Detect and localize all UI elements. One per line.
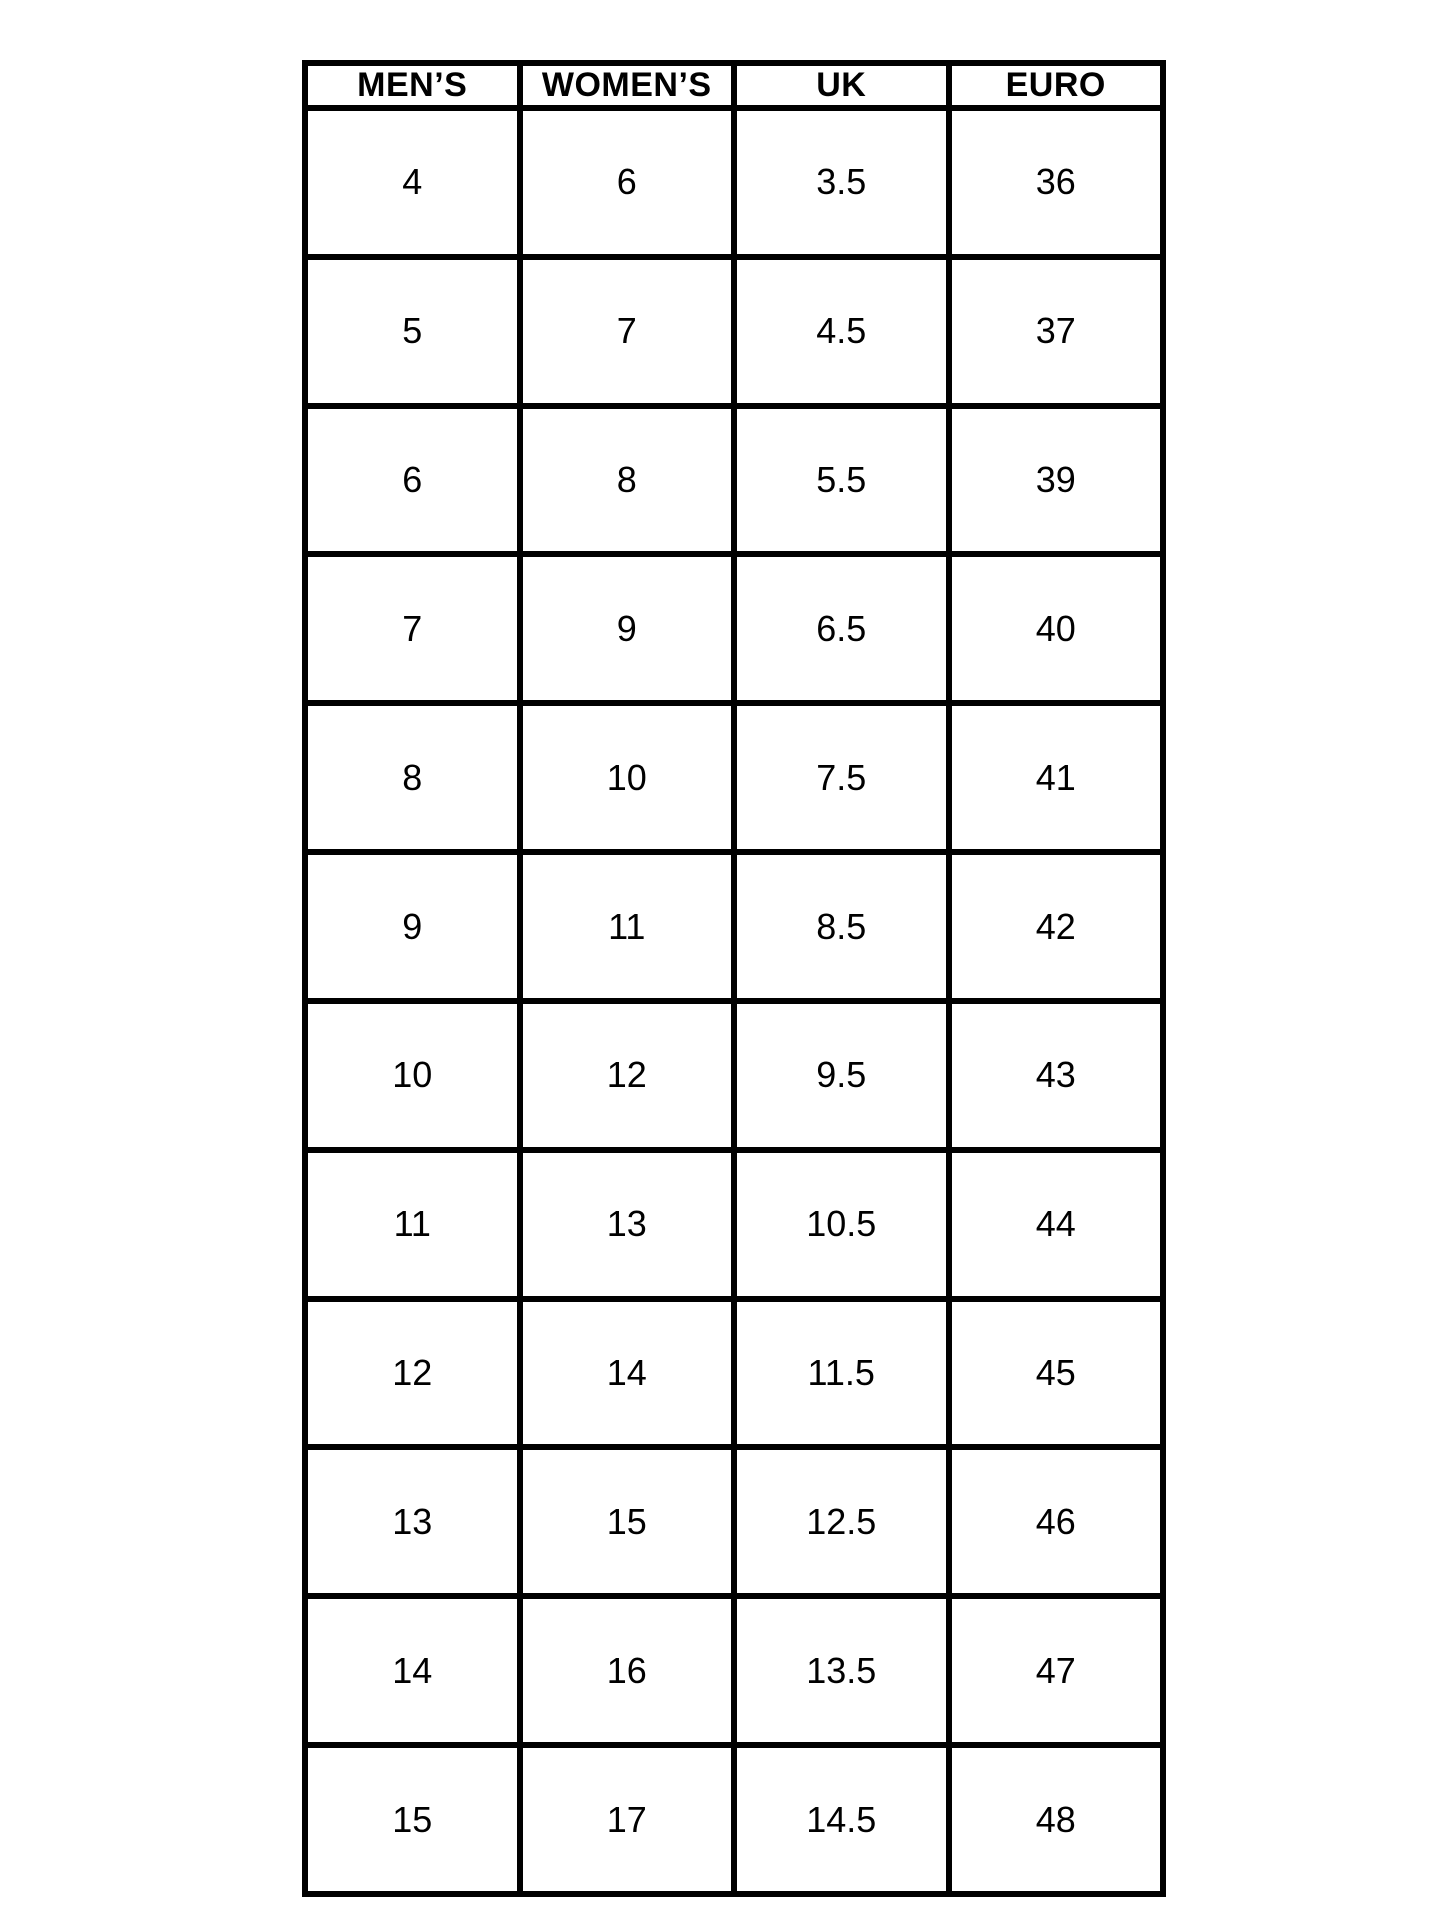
cell-euro: 44 (949, 1150, 1164, 1299)
table-row (305, 1150, 1163, 1299)
cell-womens: 10 (520, 703, 735, 852)
table-row (305, 1001, 1163, 1150)
cell-mens: 14 (305, 1596, 520, 1745)
cell-womens: 7 (520, 257, 735, 406)
cell-mens: 10 (305, 1001, 520, 1150)
header-mens: MEN’S (305, 63, 520, 108)
table-row (305, 1745, 1163, 1894)
cell-euro: 41 (949, 703, 1164, 852)
cell-uk: 9.5 (734, 1001, 949, 1150)
cell-uk: 7.5 (734, 703, 949, 852)
cell-uk: 3.5 (734, 108, 949, 257)
cell-womens: 14 (520, 1299, 735, 1448)
cell-mens: 4 (305, 108, 520, 257)
cell-womens: 15 (520, 1447, 735, 1596)
cell-mens: 11 (305, 1150, 520, 1299)
table-row (305, 703, 1163, 852)
cell-euro: 36 (949, 108, 1164, 257)
cell-mens: 5 (305, 257, 520, 406)
cell-mens: 7 (305, 554, 520, 703)
table-row (305, 852, 1163, 1001)
cell-euro: 46 (949, 1447, 1164, 1596)
cell-womens: 9 (520, 554, 735, 703)
cell-womens: 13 (520, 1150, 735, 1299)
cell-euro: 47 (949, 1596, 1164, 1745)
cell-mens: 12 (305, 1299, 520, 1448)
cell-uk: 6.5 (734, 554, 949, 703)
header-row (305, 63, 1163, 108)
header-womens: WOMEN’S (520, 63, 735, 108)
cell-uk: 14.5 (734, 1745, 949, 1894)
cell-womens: 11 (520, 852, 735, 1001)
cell-euro: 43 (949, 1001, 1164, 1150)
cell-womens: 17 (520, 1745, 735, 1894)
cell-womens: 8 (520, 406, 735, 555)
table-row (305, 257, 1163, 406)
table-header (305, 63, 1163, 108)
cell-mens: 15 (305, 1745, 520, 1894)
cell-uk: 5.5 (734, 406, 949, 555)
table-row (305, 406, 1163, 555)
table-row (305, 108, 1163, 257)
cell-mens: 6 (305, 406, 520, 555)
cell-euro: 48 (949, 1745, 1164, 1894)
cell-mens: 8 (305, 703, 520, 852)
table-row (305, 1447, 1163, 1596)
header-euro: EURO (949, 63, 1164, 108)
cell-womens: 12 (520, 1001, 735, 1150)
table-row (305, 1596, 1163, 1745)
cell-euro: 37 (949, 257, 1164, 406)
cell-uk: 8.5 (734, 852, 949, 1001)
table-row (305, 1299, 1163, 1448)
cell-uk: 4.5 (734, 257, 949, 406)
cell-euro: 40 (949, 554, 1164, 703)
cell-uk: 12.5 (734, 1447, 949, 1596)
header-uk: UK (734, 63, 949, 108)
cell-uk: 13.5 (734, 1596, 949, 1745)
cell-uk: 11.5 (734, 1299, 949, 1448)
cell-euro: 45 (949, 1299, 1164, 1448)
table-body (305, 108, 1163, 1894)
cell-euro: 39 (949, 406, 1164, 555)
cell-womens: 6 (520, 108, 735, 257)
size-chart-table (302, 60, 1166, 1897)
cell-mens: 13 (305, 1447, 520, 1596)
cell-uk: 10.5 (734, 1150, 949, 1299)
table-row (305, 554, 1163, 703)
cell-womens: 16 (520, 1596, 735, 1745)
cell-euro: 42 (949, 852, 1164, 1001)
cell-mens: 9 (305, 852, 520, 1001)
